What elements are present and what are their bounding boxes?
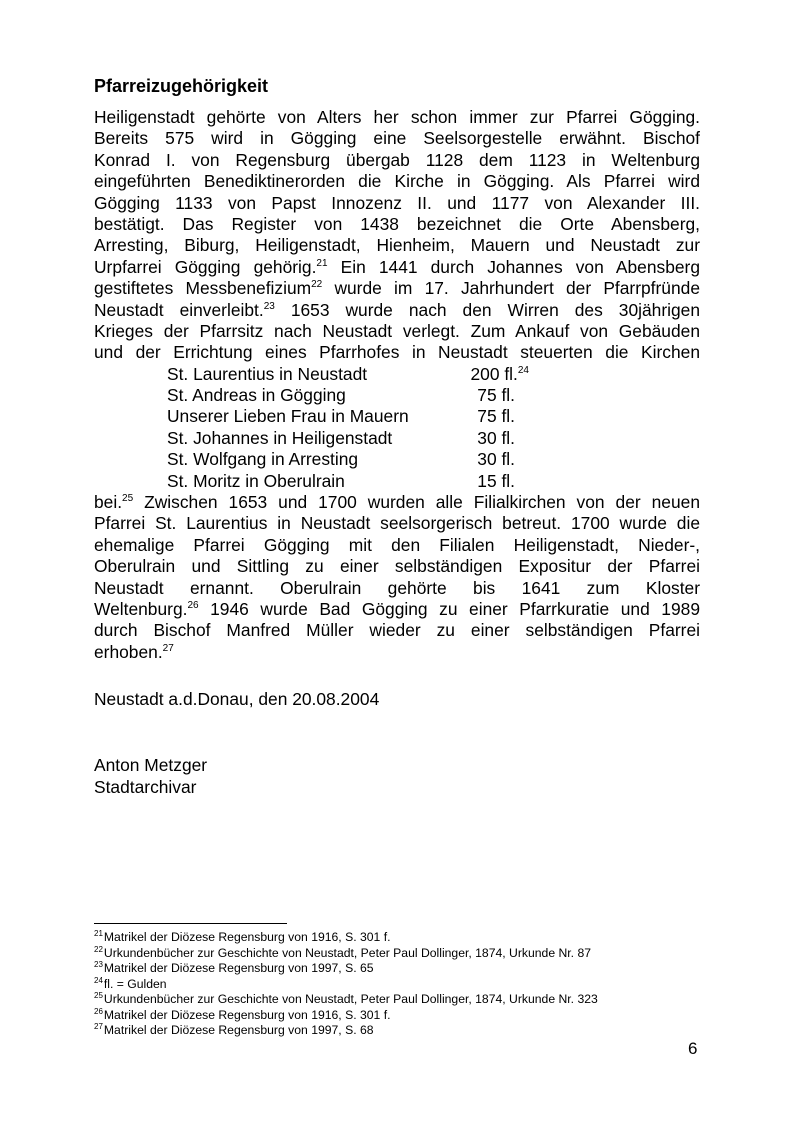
text-line: Bereits 575 wird in Gögging eine Seelsorgestelle erwähnt. Bischof xyxy=(94,128,700,149)
author-title: Stadtarchivar xyxy=(94,777,197,797)
church-row xyxy=(94,364,700,385)
footnote-number: 21 xyxy=(94,929,103,938)
church-row xyxy=(94,406,700,427)
text-line: durch Bischof Manfred Müller wieder zu einer selbständigen Pfarrei xyxy=(94,620,700,641)
church-name: St. Andreas in Gögging xyxy=(167,385,346,406)
author-name: Anton Metzger xyxy=(94,755,208,775)
text-line: Konrad I. von Regensburg übergab 1128 dem 1123 in Weltenburg xyxy=(94,149,700,170)
paragraph-2 xyxy=(94,492,700,663)
church-row xyxy=(94,449,700,470)
church-name: St. Moritz in Oberulrain xyxy=(167,470,345,491)
footnote-number: 23 xyxy=(94,960,103,969)
footnote: $^{26}$Matrikel der Diözese Regensburg von 1916, S. 301 f. xyxy=(94,1006,391,1022)
footnote-number: 26 xyxy=(94,1006,103,1016)
text-line: ehemalige Pfarrei Gögging mit den Filialen Heiligenstadt, Nieder-, xyxy=(94,534,700,555)
body-text xyxy=(94,107,700,663)
church-amount: 200 fl.$^{24}$ xyxy=(470,363,529,384)
text-line: und der Errichtung eines Pfarrhofes in Neustadt steuerten die Kirchen xyxy=(94,342,700,363)
footnote: $^{25}$Urkundenbücher zur Geschichte von Neustadt, Peter Paul Dollinger, 1874, Urkunde Nr. 323 xyxy=(94,991,598,1006)
text-line: bestätigt. Das Register von 1438 bezeichnet die Orte Abensberg, xyxy=(94,213,700,234)
footnote-separator xyxy=(94,923,287,924)
text-line: Neustadt einverleibt.$^{23}$ 1653 wurde nach den Wirren des 30jährigen xyxy=(94,299,700,320)
text-line: Weltenburg.$^{26}$ 1946 wurde Bad Gögging zu einer Pfarrkuratie und 1989 xyxy=(94,598,700,619)
paragraph-1 xyxy=(94,107,700,364)
church-amount: 15 fl. xyxy=(477,470,515,491)
text-line: Krieges der Pfarrsitz nach Neustadt verlegt. Zum Ankauf von Gebäuden xyxy=(94,320,700,341)
church-name: St. Johannes in Heiligenstadt xyxy=(167,427,393,448)
text-line: erhoben.$^{27}$ xyxy=(94,641,174,662)
page-number: 6 xyxy=(688,1039,698,1058)
church-row xyxy=(94,385,700,406)
church-amount: 75 fl. xyxy=(477,385,515,406)
church-amount: 30 fl. xyxy=(477,427,515,448)
text-line: gestiftetes Messbenefizium$^{22}$ wurde im 17. Jahrhundert der Pfarrpfründe xyxy=(94,278,700,299)
text-line: Heiligenstadt gehörte von Alters her schon immer zur Pfarrei Gögging. xyxy=(94,107,700,127)
text-line: Pfarrei St. Laurentius in Neustadt seelsorgerisch betreut. 1700 wurde die xyxy=(94,513,700,534)
footnote-ref: 24 xyxy=(517,364,529,376)
church-name: Unserer Lieben Frau in Mauern xyxy=(167,406,409,427)
footnotes-list xyxy=(94,930,598,1039)
text-line: Arresting, Biburg, Heiligenstadt, Hienheim, Mauern und Neustadt zur xyxy=(94,235,700,256)
footnote: $^{24}$fl. = Gulden xyxy=(94,975,167,991)
footnote-ref: 23 xyxy=(263,300,275,312)
text-line: Urpfarrei Gögging gehörig.$^{21}$ Ein 1441 durch Johannes von Abensberg xyxy=(94,256,701,277)
church-row xyxy=(94,428,700,449)
footnote-ref: 21 xyxy=(316,257,328,269)
footnote: $^{23}$Matrikel der Diözese Regensburg von 1997, S. 65 xyxy=(94,960,374,975)
footnote-number: 27 xyxy=(94,1022,103,1031)
text-line: Neustadt ernannt. Oberulrain gehörte bis 1641 zum Kloster xyxy=(94,577,700,598)
section-heading: Pfarreizugehörigkeit xyxy=(94,76,269,96)
footnote-number: 24 xyxy=(94,975,103,985)
footnote-ref: 22 xyxy=(311,279,323,291)
church-name: St. Laurentius in Neustadt xyxy=(167,363,368,384)
footnote-ref: 25 xyxy=(122,493,134,505)
text-line: bei.$^{25}$ Zwischen 1653 und 1700 wurden alle Filialkirchen von der neuen xyxy=(94,492,700,513)
footnote: $^{22}$Urkundenbücher zur Geschichte von Neustadt, Peter Paul Dollinger, 1874, Urkunde Nr. 87 xyxy=(94,944,592,960)
footnote-number: 22 xyxy=(94,944,103,954)
church-name: St. Wolfgang in Arresting xyxy=(167,449,359,470)
document-page xyxy=(94,75,700,663)
footnote-number: 25 xyxy=(94,991,103,1000)
footnote-ref: 26 xyxy=(187,599,199,611)
church-row xyxy=(94,471,700,492)
text-line: Oberulrain und Sittling zu einer selbständigen Expositur der Pfarrei xyxy=(94,556,700,577)
church-contribution-list xyxy=(94,364,700,492)
footnote: $^{21}$Matrikel der Diözese Regensburg von 1916, S. 301 f. xyxy=(94,929,391,944)
footnote: $^{27}$Matrikel der Diözese Regensburg von 1997, S. 68 xyxy=(94,1022,374,1037)
church-amount: 75 fl. xyxy=(477,406,515,427)
footnote-ref: 27 xyxy=(162,642,174,654)
place-date: Neustadt a.d.Donau, den 20.08.2004 xyxy=(94,689,380,709)
text-line: Gögging 1133 von Papst Innozenz II. und 1177 von Alexander III. xyxy=(94,192,700,213)
church-amount: 30 fl. xyxy=(477,449,515,470)
text-line: eingeführten Benediktinerorden die Kirche in Gögging. Als Pfarrei wird xyxy=(94,171,700,192)
